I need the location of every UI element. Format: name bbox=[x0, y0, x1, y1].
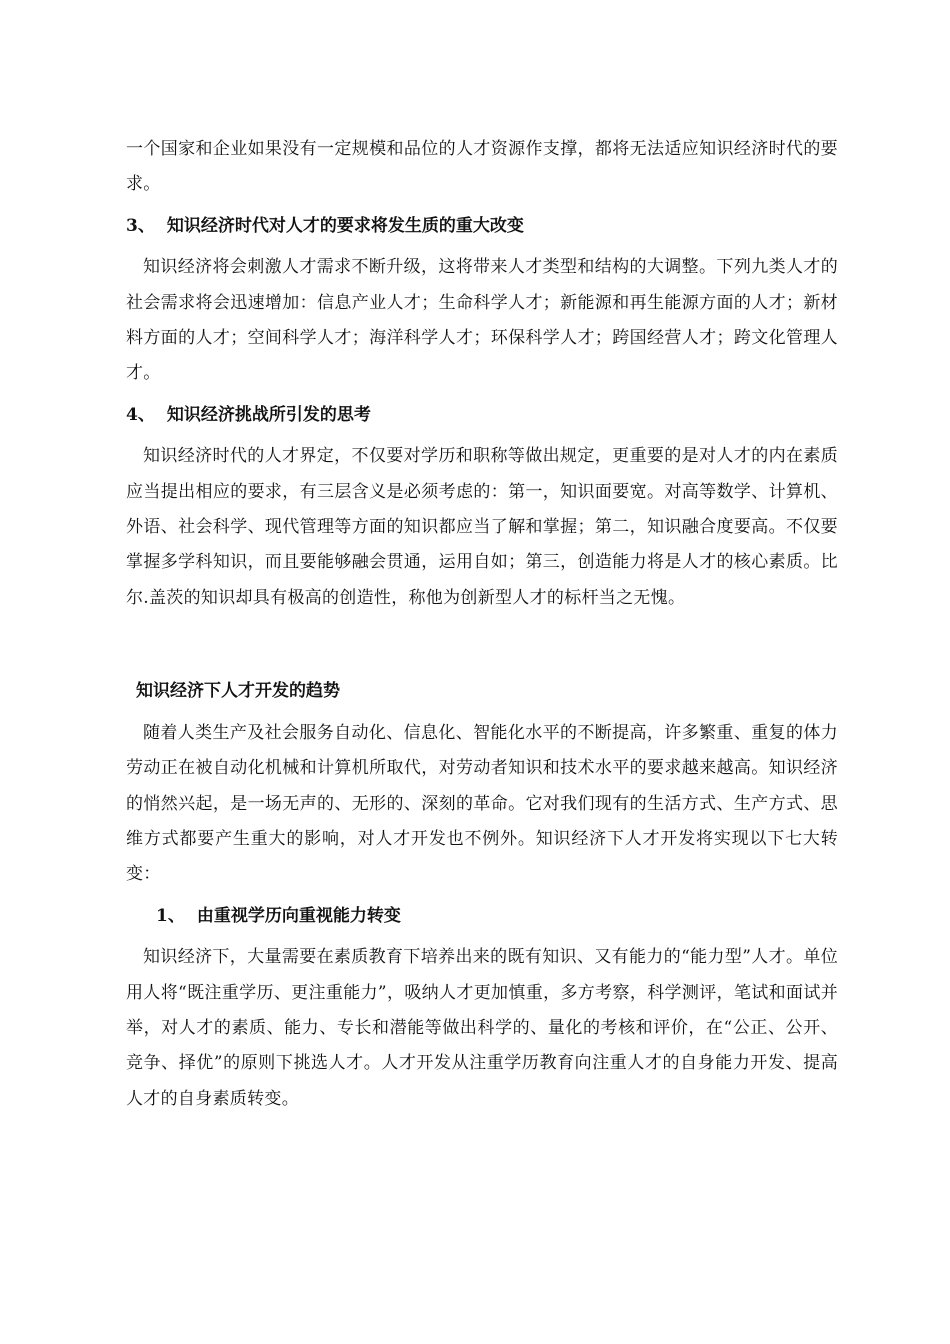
paragraph-ability-focus: 知识经济下，大量需要在素质教育下培养出来的既有知识、又有能力的“能力型”人才。单位用人将“既注重学历、更注重能力”，吸纳人才更加慎重，多方考察，科学测评，笔试和面试并举，对人才的素质、能力、专长和潜能等做出科学的、量化的考核和评价，在“公正、公开、竞争、择优”的原则下挑选人才。人才开发从注重学历教育向注重人才的自身能力开发、提高人才的自身素质转变。 bbox=[126, 947, 838, 1109]
paragraph-talent-definition: 知识经济时代的人才界定，不仅要对学历和职称等做出规定，更重要的是对人才的内在素质应当提出相应的要求，有三层含义是必须考虑的：第一，知识面要宽。对高等数学、计算机、外语、社会科学、现代管理等方面的知识都应当了解和掌握；第二，知识融合度要高。不仅要掌握多学科知识，而且要能够融会贯通，运用自如；第三，创造能力将是人才的核心素质。比尔.盖茨的知识却具有极高的创造性，称他为创新型人才的标杆当之无愧。 bbox=[126, 446, 838, 608]
heading-3 bbox=[126, 209, 838, 244]
paragraph-development-trends: 随着人类生产及社会服务自动化、信息化、智能化水平的不断提高，许多繁重、重复的体力劳动正在被自动化机械和计算机所取代，对劳动者知识和技术水平的要求越来越高。知识经济的悄然兴起，是一场无声的、无形的、深刻的革命。它对我们现有的生活方式、生产方式、思维方式都要产生重大的影响，对人才开发也不例外。知识经济下人才开发将实现以下七大转变： bbox=[126, 722, 838, 885]
heading-3-text: 知识经济时代对人才的要求将发生质的重大改变 bbox=[166, 215, 524, 236]
heading-4-number: 4、 bbox=[126, 404, 155, 425]
section-title: 知识经济下人才开发的趋势 bbox=[136, 681, 340, 702]
paragraph-talent-resources: 一个国家和企业如果没有一定规模和品位的人才资源作支撑，都将无法适应知识经济时代的要求。 bbox=[126, 139, 838, 195]
heading-4-text: 知识经济挑战所引发的思考 bbox=[166, 404, 371, 425]
sub-heading-1-text: 由重视学历向重视能力转变 bbox=[196, 905, 401, 926]
heading-4 bbox=[126, 398, 838, 433]
paragraph-talent-demand: 知识经济将会刺激人才需求不断升级，这将带来人才类型和结构的大调整。下列九类人才的社会需求将会迅速增加：信息产业人才；生命科学人才；新能源和再生能源方面的人才；新材料方面的人才；空间科学人才；海洋科学人才；环保科学人才；跨国经营人才；跨文化管理人才。 bbox=[126, 257, 838, 384]
sub-heading-1 bbox=[156, 899, 838, 934]
heading-3-number: 3、 bbox=[126, 215, 155, 236]
sub-heading-1-number: 1、 bbox=[156, 905, 185, 926]
document-body bbox=[126, 132, 838, 1117]
